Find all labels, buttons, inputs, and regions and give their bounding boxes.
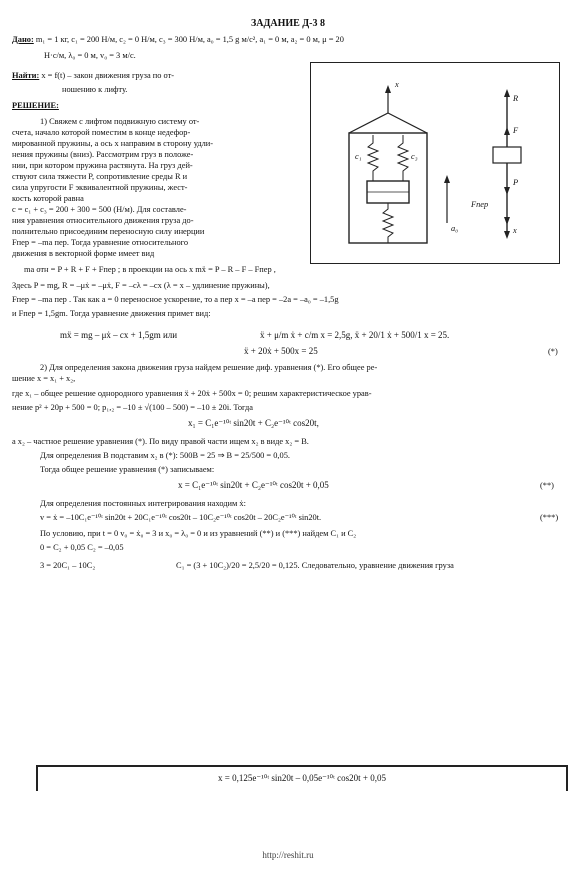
answer-box — [36, 765, 568, 791]
elevator-figure — [310, 62, 560, 264]
answer-equation: x = 0,125e⁻¹⁰ᵗ sin20t – 0,05e⁻¹⁰ᵗ cos20t + 0,05 — [218, 773, 386, 783]
equation-5-left: 3 = 20C₁ – 10C₂ — [40, 561, 96, 570]
force-f-arrow-icon — [504, 127, 510, 135]
solution-line: кость которой равна — [12, 194, 84, 203]
para-2-line: 2) Для определения закона движения груза найдем решение диф. уравнения (*). Его общее ре- — [40, 363, 378, 372]
figure-force-p: P — [513, 178, 519, 187]
given-label: Дано: — [12, 35, 34, 44]
equation-1-tag: (*) — [548, 347, 558, 356]
solution-line: c = c₁ + c₃ = 200 + 300 = 500 (Н/м). Для составле- — [12, 205, 187, 214]
solution-line: нии, при котором пружина растянута. На груз дей- — [12, 161, 193, 170]
solution-line: Fпер = –ma пер. Тогда уравнение относительного — [12, 238, 189, 247]
solution-line: и Fпер = 1,5gm. Тогда уравнение движения примет вид: — [12, 309, 211, 318]
solution-line: сила упругости F эквивалентной пружины, жест- — [12, 183, 188, 192]
figure-spring-c3: c₃ — [411, 152, 418, 161]
para-3-line: а x₂ – частное решение уравнения (*). По виду правой части ищем x₂ в виде x₂ = B. — [12, 437, 309, 446]
solution-line: 1) Свяжем с лифтом подвижную систему от- — [40, 117, 200, 126]
figure-lift-label: x — [395, 80, 399, 89]
given-block — [12, 34, 344, 45]
find-line-1: x = f(t) – закон движения груза по от- — [41, 71, 175, 80]
spring-c1 — [368, 135, 378, 181]
force-p-arrow-icon — [504, 187, 510, 195]
equation-3-tag: (**) — [540, 481, 554, 490]
find-line-2: ношению к лифту. — [62, 85, 128, 94]
solution-line: ствуют сила тяжести P, сопротивление среды R и — [12, 172, 188, 181]
figure-force-in: Fпер — [471, 200, 489, 209]
equation-1-bottom: ẍ + 20ẋ + 500x = 25 — [244, 346, 318, 356]
lift-arrow-icon — [385, 85, 391, 93]
equation-4-tag: (***) — [540, 513, 559, 522]
para-4-line: 0 = C₂ + 0,05 C₂ = –0,05 — [40, 543, 124, 552]
solution-label: РЕШЕНИЕ: — [12, 101, 59, 110]
equation-3: x = C₁e⁻¹⁰ᵗ sin20t + C₂e⁻¹⁰ᵗ cos20t + 0,05 — [178, 480, 329, 490]
figure-force-f: F — [513, 126, 519, 135]
para-4-line: По условию, при t = 0 v₀ = ẋ₀ = 3 и x₀ = λ₀ = 0 и из уравнений (**) и (***) найдем C₁ и C₂ — [40, 529, 357, 538]
para-2-line: нение p² + 20p + 500 = 0; p₁,₂ = –10 ± √(100 – 500) = –10 ± 20i. Тогда — [12, 403, 254, 412]
force-in-arrow-icon — [504, 217, 510, 225]
solution-line: ma отн = P + R + F + Fпер ; в проекции на ось x mẍ = P – R – F – Fпер , — [24, 265, 276, 274]
para-3-line: Тогда общее решение уравнения (*) записываем: — [40, 465, 215, 474]
solution-line: мированной пружины, а ось x направим в сторону удли- — [12, 139, 214, 148]
find-label: Найти: — [12, 71, 40, 80]
para-4-line: Для определения постоянных интегрирования находим ẋ: — [40, 499, 246, 508]
figure-drawing — [311, 63, 561, 265]
figure-accel-label: a₀ — [451, 224, 459, 233]
equation-5-right: C₁ = (3 + 10C₂)/20 = 2,5/20 = 0,125. Следовательно, уравнение движения груза — [176, 561, 454, 570]
solution-line: счета, начало которой поместим в конце недефор- — [12, 128, 191, 137]
find-block — [12, 70, 174, 81]
equation-1-right: ẍ + μ/m ẋ + c/m x = 2,5g, ẍ + 20/1 ẋ + 500/1 x = 25. — [260, 330, 450, 340]
footer-url[interactable]: http://reshit.ru — [262, 850, 314, 860]
force-r-arrow-icon — [504, 89, 510, 97]
equation-2: x₁ = C₁e⁻¹⁰ᵗ sin20t + C₂e⁻¹⁰ᵗ cos20t, — [188, 418, 319, 428]
solution-line: Fпер = –ma пер . Так как a = 0 переносное ускорение, то a пер x = –a пер = –2a = –a₀ = –1,5g — [12, 295, 339, 304]
figure-axis-x: x — [513, 226, 517, 235]
solution-line: движения в векторной форме имеет вид — [12, 249, 155, 258]
given-line-2: Н·с/м, λ₀ = 0 м, v₀ = 3 м/с. — [44, 51, 136, 60]
figure-spring-c1: c₁ — [355, 152, 362, 161]
equation-1-left: mẍ = mg – μẋ – cx + 1,5gm или — [60, 330, 178, 340]
para-4-line: v = ẋ = –10C₁e⁻¹⁰ᵗ sin20t + 20C₁e⁻¹⁰ᵗ cos20t – 10C₂e⁻¹⁰ᵗ cos20t – 20C₂e⁻¹⁰ᵗ sin20t. — [40, 513, 322, 522]
solution-line: полнительно присоединим переносную силу инерции — [12, 227, 205, 236]
given-line-1: m₁ = 1 кг, c₁ = 200 Н/м, c₂ = 0 Н/м, c₃ = 300 Н/м, a₀ = 1,5 g м/с², a₁ = 0 м, a₂ = 0 м, μ = 20 — [35, 35, 344, 44]
solution-line: нения пружины (вниз). Рассмотрим груз в положе- — [12, 150, 194, 159]
para-3-line: Для определения B подставим x₂ в (*): 500B = 25 ⇒ B = 25/500 = 0,05. — [40, 451, 290, 460]
force-body — [493, 147, 521, 163]
solution-line: ния уравнения относительного движения груза до- — [12, 216, 194, 225]
para-2-line: где x₁ – общее решение однородного уравнения ẍ + 20ẋ + 500x = 0; решим характеристическое урав- — [12, 389, 372, 398]
task-title: ЗАДАНИЕ Д-3 8 — [250, 18, 326, 29]
x-axis-arrow-icon — [504, 231, 510, 239]
para-2-line: шение x = x₁ + x₂, — [12, 374, 76, 383]
spring-c3-top — [398, 135, 408, 181]
solution-line: Здесь P = mg, R = –μẋ = –μẋ, F = –cλ = –cx (λ = x – удлинение пружины), — [12, 281, 270, 290]
figure-force-r: R — [513, 94, 519, 103]
spring-bottom — [383, 203, 393, 243]
